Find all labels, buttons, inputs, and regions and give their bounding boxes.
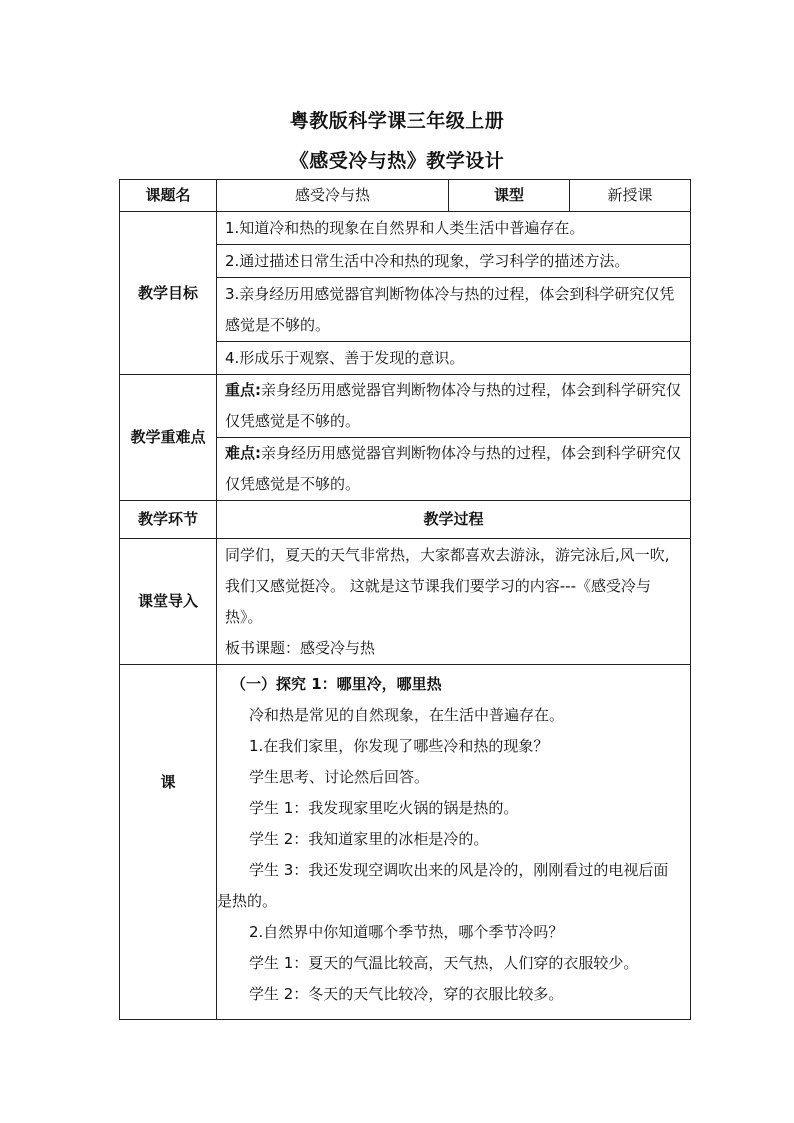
focus-label: 重点 xyxy=(225,381,256,399)
goals-label: 教学目标 xyxy=(120,212,217,375)
lesson-type-value: 新授课 xyxy=(570,180,691,212)
table-row-process-header xyxy=(120,501,691,539)
lesson-line: 学生 1：夏天的气温比较高，天气热，人们穿的衣服较少。 xyxy=(249,954,639,972)
table-row-focus xyxy=(120,375,691,438)
goal-item: 4.形成乐于观察、善于发现的意识。 xyxy=(217,342,691,375)
focus-text: 亲身经历用感觉器官判断物体冷与热的过程，体会到科学研究仅仅凭感觉是不够的。 xyxy=(225,381,682,430)
section-title: （一）探究 1：哪里冷，哪里热 xyxy=(231,675,442,693)
lesson-line: 学生思考、讨论然后回答。 xyxy=(249,768,430,786)
lesson-name-value: 感受冷与热 xyxy=(217,180,449,212)
lesson-line: 2.自然界中你知道哪个季节热，哪个季节冷吗？ xyxy=(249,923,564,941)
keypoints-label: 教学重难点 xyxy=(120,375,217,501)
lesson-plan-table xyxy=(119,179,691,1020)
difficulty-colon: : xyxy=(255,444,262,462)
doc-title-line1: 粤教版科学课三年级上册 xyxy=(289,110,505,132)
doc-title-line2: 《感受冷与热》教学设计 xyxy=(289,150,505,172)
lesson-type-label: 课型 xyxy=(449,180,570,212)
intro-board: 板书课题：感受冷与热 xyxy=(225,638,376,657)
focus-cell xyxy=(217,375,691,438)
table-row-goal-1 xyxy=(120,212,691,245)
difficulty-text: 亲身经历用感觉器官判断物体冷与热的过程，体会到科学研究仅仅凭感觉是不够的。 xyxy=(225,444,682,493)
lesson-line: 学生 2：冬天的天气比较冷，穿的衣服比较多。 xyxy=(249,985,564,1003)
goal-item: 3.亲身经历用感觉器官判断物体冷与热的过程，体会到科学研究仅凭感觉是不够的。 xyxy=(217,278,691,342)
intro-text: 同学们，夏天的天气非常热，大家都喜欢去游泳，游完泳后,风一吹,我们又感觉挺冷。 这就是这节课我们要学习的内容---《感受冷与热》。 xyxy=(225,545,670,626)
lesson-line: 是热的。 xyxy=(217,892,278,910)
lesson-label: 课 xyxy=(120,665,217,1020)
lesson-line: 学生 1：我发现家里吃火锅的锅是热的。 xyxy=(249,799,519,817)
difficulty-label: 难点 xyxy=(225,444,256,462)
intro-cell xyxy=(217,539,691,665)
table-row-intro xyxy=(120,539,691,665)
lesson-line: 学生 2：我知道家里的冰柜是冷的。 xyxy=(249,830,489,848)
goal-item: 1.知道冷和热的现象在自然界和人类生活中普遍存在。 xyxy=(217,212,691,245)
table-row-lesson xyxy=(120,665,691,1020)
lesson-name-label: 课题名 xyxy=(120,180,217,212)
focus-colon: : xyxy=(255,381,262,399)
table-row-title xyxy=(120,180,691,212)
process-header: 教学过程 xyxy=(217,501,691,539)
intro-label: 课堂导入 xyxy=(120,539,217,665)
goal-item: 2.通过描述日常生活中冷和热的现象，学习科学的描述方法。 xyxy=(217,245,691,278)
lesson-cell xyxy=(217,665,691,1020)
difficulty-cell xyxy=(217,438,691,501)
stage-header: 教学环节 xyxy=(120,501,217,539)
lesson-line: 冷和热是常见的自然现象，在生活中普遍存在。 xyxy=(249,706,565,724)
lesson-line: 1.在我们家里，你发现了哪些冷和热的现象？ xyxy=(249,737,549,755)
lesson-line: 学生 3：我还发现空调吹出来的风是冷的，刚刚看过的电视后面 xyxy=(249,861,669,879)
